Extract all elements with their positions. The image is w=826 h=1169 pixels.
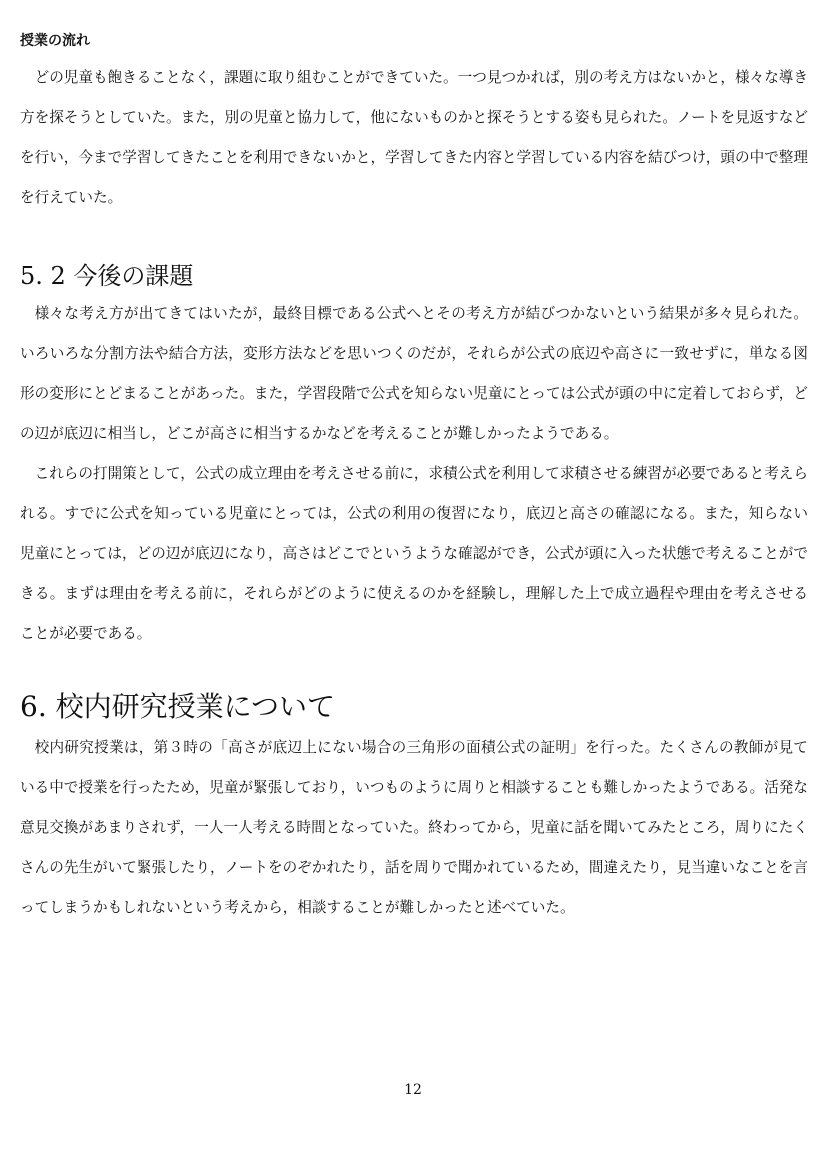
document-page	[20, 28, 808, 928]
lesson-flow-paragraph: どの児童も飽きることなく，課題に取り組むことができていた。一つ見つかれば，別の考え方はないかと，様々な導き方を探そうとしていた。また，別の児童と協力して，他にないものかと探そうとする姿も見られた。ノートを見返すなどを行い，今まで学習してきたことを利用できないかと，学習してきた内容と学習している内容を結びつけ，頭の中で整理を行えていた。	[20, 69, 808, 206]
section-6-heading: 6. 校内研究授業について	[20, 690, 336, 723]
lesson-flow-subheading: 授業の流れ	[20, 33, 90, 49]
section-6-paragraph: 校内研究授業は，第３時の「高さが底辺上にない場合の三角形の面積公式の証明」を行った。たくさんの教師が見ている中で授業を行ったため，児童が緊張しており，いつものように周りと相談することも難しかったようである。活発な意見交換があまりされず，一人一人考える時間となっていた。終わってから，児童に話を聞いてみたところ，周りにたくさんの先生がいて緊張したり，ノートをのぞかれたり，話を周りで聞かれているため，間違えたり，見当違いなことを言ってしまうかもしれないという考えから，相談することが難しかったと述べていた。	[20, 739, 808, 916]
section-5-2-heading: 5. 2 今後の課題	[20, 262, 194, 290]
section-5-2-paragraph-1: 様々な考え方が出てきてはいたが，最終目標である公式へとその考え方が結びつかないという結果が多々見られた。いろいろな分割方法や結合方法，変形方法などを思いつくのだが，それらが公式の底辺や高さに一致せずに，単なる図形の変形にとどまることがあった。また，学習段階で公式を知らない児童にとっては公式が頭の中に定着しておらず，どの辺が底辺に相当し，どこが高さに相当するかなどを考えることが難しかったようである。	[20, 305, 808, 442]
page-number: 12	[404, 1082, 422, 1098]
section-5-2-paragraph-2: これらの打開策として，公式の成立理由を考えさせる前に，求積公式を利用して求積させる練習が必要であると考えられる。すでに公式を知っている児童にとっては，公式の利用の復習になり，底辺と高さの確認になる。また，知らない児童にとっては，どの辺が底辺になり，高さはどこでというような確認ができ，公式が頭に入った状態で考えることができる。まずは理由を考える前に，それらがどのように使えるのかを経験し，理解した上で成立過程や理由を考えさせることが必要である。	[20, 465, 808, 642]
spacer	[20, 218, 808, 258]
spacer	[20, 654, 808, 686]
